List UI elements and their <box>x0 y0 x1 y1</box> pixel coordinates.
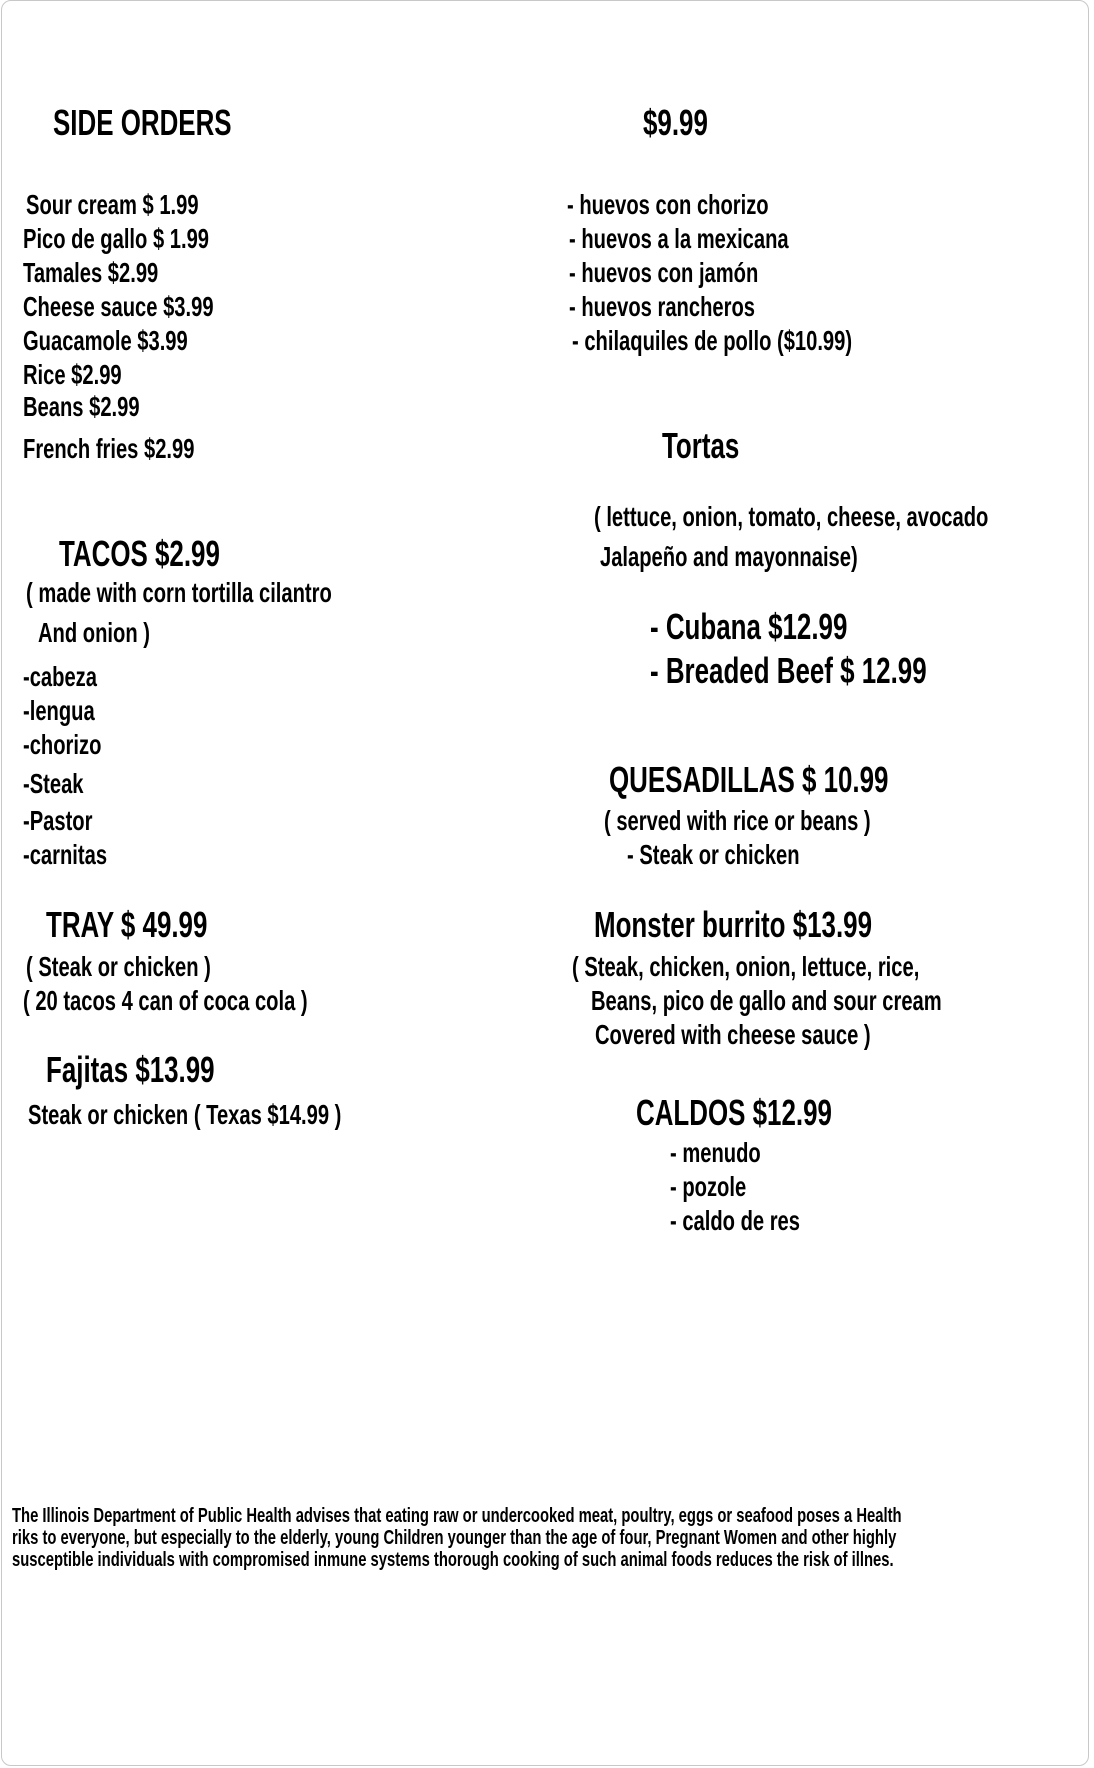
advisory-line: susceptible individuals with compromised inmune systems thorough cooking of such animal foods reduces the risk of illnes. <box>12 1549 894 1571</box>
breakfast-item: - huevos con chorizo <box>567 189 769 220</box>
burrito-line: Covered with cheese sauce ) <box>595 1019 871 1050</box>
breakfast-price: $9.99 <box>643 102 708 143</box>
tortas-title: Tortas <box>662 425 740 466</box>
side-order-item: Sour cream $ 1.99 <box>26 189 199 220</box>
quesadillas-title: QUESADILLAS $ 10.99 <box>609 759 889 800</box>
fajitas-title: Fajitas $13.99 <box>46 1049 215 1090</box>
quesadillas-option: - Steak or chicken <box>627 839 800 870</box>
side-orders-title: SIDE ORDERS <box>53 102 232 143</box>
health-advisory <box>12 1506 1094 1572</box>
side-order-item: Rice $2.99 <box>23 359 122 390</box>
tortas-desc: Jalapeño and mayonnaise) <box>600 541 858 572</box>
caldo-item: - pozole <box>670 1171 747 1202</box>
tacos-desc: And onion ) <box>38 617 150 648</box>
tray-title: TRAY $ 49.99 <box>46 904 208 945</box>
taco-item: -lengua <box>23 695 95 726</box>
menu-page <box>1 0 1089 1766</box>
tacos-title: TACOS $2.99 <box>59 533 220 574</box>
taco-item: -Pastor <box>23 805 93 836</box>
tacos-desc: ( made with corn tortilla cilantro <box>26 577 332 608</box>
advisory-line: The Illinois Department of Public Health advises that eating raw or undercooked meat, poultry, eggs or seafood poses a Health <box>12 1505 902 1527</box>
quesadillas-desc: ( served with rice or beans ) <box>604 805 871 836</box>
taco-item: -chorizo <box>23 729 102 760</box>
tray-line: ( 20 tacos 4 can of coca cola ) <box>23 985 308 1016</box>
tray-line: ( Steak or chicken ) <box>26 951 211 982</box>
taco-item: -Steak <box>23 768 84 799</box>
caldo-item: - menudo <box>670 1137 761 1168</box>
burrito-line: Beans, pico de gallo and sour cream <box>591 985 942 1016</box>
caldos-title: CALDOS $12.99 <box>636 1092 832 1133</box>
side-order-item: Cheese sauce $3.99 <box>23 291 214 322</box>
caldo-item: - caldo de res <box>670 1205 800 1236</box>
torta-item: - Breaded Beef $ 12.99 <box>650 650 927 691</box>
tortas-desc: ( lettuce, onion, tomato, cheese, avocado <box>594 501 989 532</box>
side-order-item: French fries $2.99 <box>23 433 195 464</box>
taco-item: -cabeza <box>23 661 97 692</box>
breakfast-item: - huevos a la mexicana <box>569 223 789 254</box>
breakfast-item: - chilaquiles de pollo ($10.99) <box>572 325 853 356</box>
breakfast-item: - huevos con jamón <box>569 257 759 288</box>
torta-item: - Cubana $12.99 <box>650 606 848 647</box>
side-order-item: Guacamole $3.99 <box>23 325 188 356</box>
side-order-item: Pico de gallo $ 1.99 <box>23 223 210 254</box>
side-order-item: Tamales $2.99 <box>23 257 159 288</box>
burrito-line: ( Steak, chicken, onion, lettuce, rice, <box>572 951 920 982</box>
taco-item: -carnitas <box>23 839 108 870</box>
breakfast-item: - huevos rancheros <box>569 291 755 322</box>
fajitas-line: Steak or chicken ( Texas $14.99 ) <box>28 1099 342 1130</box>
advisory-line: riks to everyone, but especially to the elderly, young Children younger than the age of four, Pregnant Women and other highly <box>12 1527 897 1549</box>
burrito-title: Monster burrito $13.99 <box>594 904 872 945</box>
side-order-item: Beans $2.99 <box>23 391 140 422</box>
